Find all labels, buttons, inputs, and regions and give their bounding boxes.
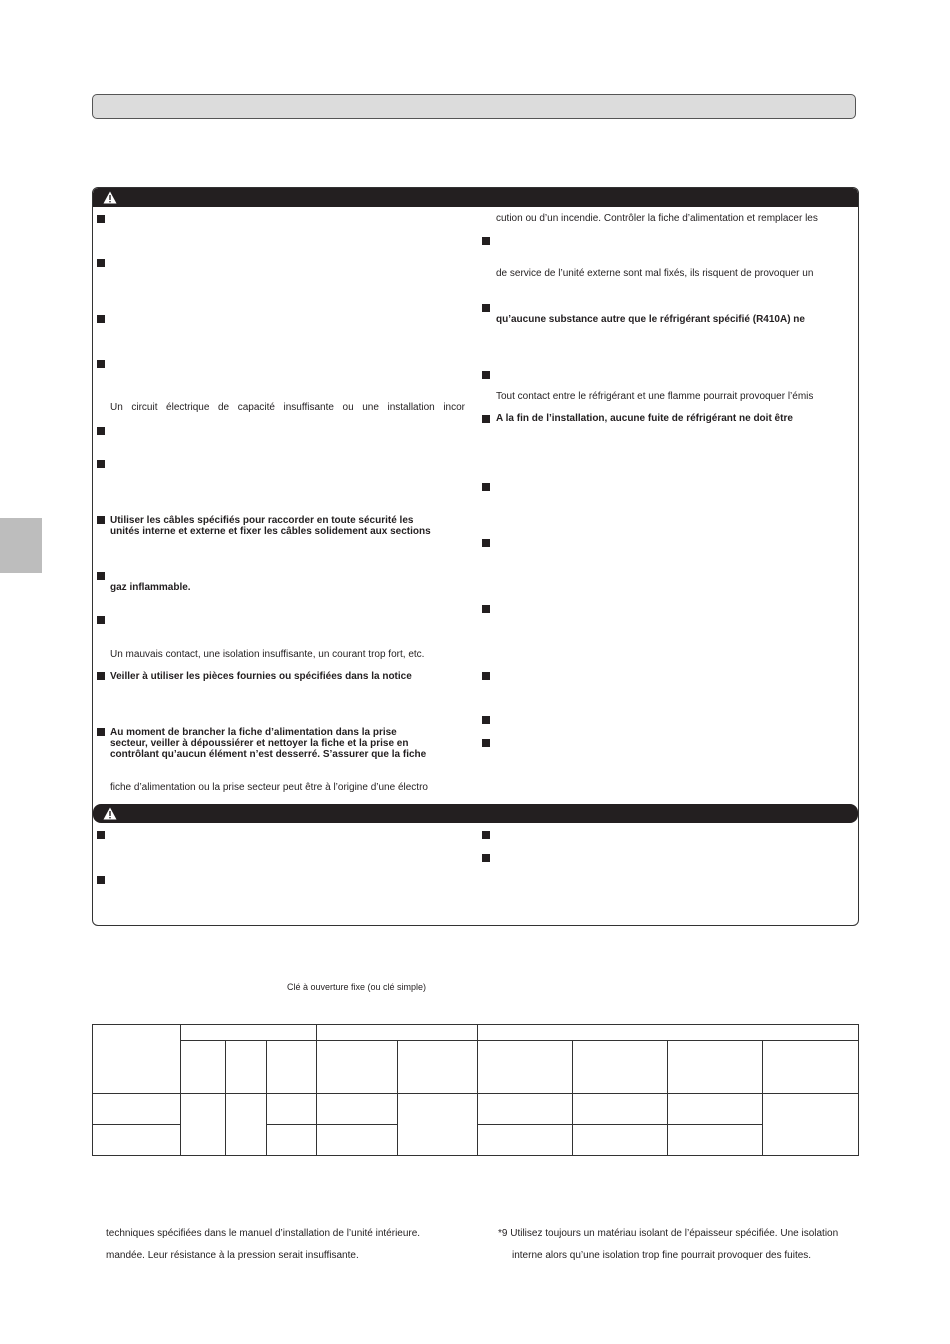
footnote-line: interne alors qu’une isolation trop fine pourrait provoquer des fuites. [512, 1250, 812, 1261]
warning-text-line: A la fin de l’installation, aucune fuite de réfrigérant ne doit être [496, 413, 793, 424]
square-bullet-icon [97, 831, 105, 839]
spec-table [92, 1024, 859, 1156]
warning-text-line: qu’aucune substance autre que le réfrigérant spécifié (R410A) ne [496, 314, 805, 325]
square-bullet-icon [482, 483, 490, 491]
square-bullet-icon [482, 605, 490, 613]
footnote-line: techniques spécifiées dans le manuel d’installation de l’unité intérieure. [106, 1228, 421, 1239]
square-bullet-icon [482, 415, 490, 423]
warning-text-line: Tout contact entre le réfrigérant et une flamme pourrait provoquer l’émis [496, 391, 814, 402]
table-cell [763, 1041, 859, 1094]
table-cell [397, 1041, 478, 1094]
warning-text-line: secteur, veiller à dépoussiérer et nettoyer la fiche et la prise en [110, 738, 409, 749]
table-cell [316, 1041, 397, 1094]
table-cell [316, 1094, 397, 1125]
warning-header [93, 188, 858, 207]
table-cell [316, 1125, 397, 1156]
square-bullet-icon [482, 371, 490, 379]
warning-text-line: Un circuit électrique de capacité insuffisante ou une installation incor [110, 402, 465, 413]
caution-header [93, 804, 858, 823]
square-bullet-icon [97, 259, 105, 267]
chapter-side-tab [0, 518, 42, 573]
warning-text-line: Utiliser les câbles spécifiés pour raccorder en toute sécurité les [110, 515, 414, 526]
table-cell [93, 1094, 181, 1125]
warning-text-line: fiche d’alimentation ou la prise secteur peut être à l’origine d’une électro [110, 782, 428, 793]
table-cell [316, 1025, 478, 1041]
warning-text-line: de service de l’unité externe sont mal fixés, ils risquent de provoquer un [496, 268, 814, 279]
table-cell [573, 1094, 668, 1125]
square-bullet-icon [97, 516, 105, 524]
warning-text-line: Un mauvais contact, une isolation insuffisante, un courant trop fort, etc. [110, 649, 425, 660]
table-cell [573, 1041, 668, 1094]
table-cell [668, 1094, 763, 1125]
table-cell [668, 1041, 763, 1094]
section-title-bar [92, 94, 856, 119]
square-bullet-icon [482, 831, 490, 839]
warning-text-line: unités interne et externe et fixer les câbles solidement aux sections [110, 526, 431, 537]
table-cell [397, 1094, 478, 1156]
square-bullet-icon [482, 739, 490, 747]
table-cell [93, 1025, 181, 1094]
warning-triangle-icon [103, 807, 117, 820]
table-cell [225, 1094, 266, 1156]
warning-text-line: cution ou d’un incendie. Contrôler la fiche d’alimentation et remplacer les [496, 213, 818, 224]
square-bullet-icon [97, 876, 105, 884]
table-cell [478, 1041, 573, 1094]
square-bullet-icon [97, 572, 105, 580]
square-bullet-icon [97, 427, 105, 435]
square-bullet-icon [482, 304, 490, 312]
footnote-line: *9 Utilisez toujours un matériau isolant de l’épaisseur spécifiée. Une isolation [498, 1228, 839, 1239]
square-bullet-icon [97, 215, 105, 223]
footnote-line: mandée. Leur résistance à la pression serait insuffisante. [106, 1250, 359, 1261]
warning-text-line: Au moment de brancher la fiche d’alimentation dans la prise [110, 727, 397, 738]
square-bullet-icon [97, 672, 105, 680]
square-bullet-icon [482, 237, 490, 245]
square-bullet-icon [97, 360, 105, 368]
table-cell [668, 1125, 763, 1156]
tool-label: Clé à ouverture fixe (ou clé simple) [287, 982, 427, 992]
warning-text-line: contrôlant qu’aucun élément n’est desserré. S’assurer que la fiche [110, 749, 427, 760]
table-cell [478, 1094, 573, 1125]
square-bullet-icon [482, 716, 490, 724]
table-cell [763, 1094, 859, 1156]
square-bullet-icon [482, 854, 490, 862]
table-cell [478, 1025, 859, 1041]
square-bullet-icon [482, 672, 490, 680]
square-bullet-icon [97, 460, 105, 468]
table-cell [266, 1041, 316, 1094]
warning-text-line: gaz inflammable. [110, 582, 191, 593]
table-cell [573, 1125, 668, 1156]
table-cell [266, 1094, 316, 1125]
warning-box [92, 187, 859, 926]
square-bullet-icon [482, 539, 490, 547]
warning-triangle-icon [103, 191, 117, 204]
warning-text-line: Veiller à utiliser les pièces fournies ou spécifiées dans la notice [110, 671, 412, 682]
table-cell [180, 1041, 225, 1094]
square-bullet-icon [97, 728, 105, 736]
table-cell [180, 1094, 225, 1156]
table-cell [180, 1025, 316, 1041]
table-cell [93, 1125, 181, 1156]
table-cell [225, 1041, 266, 1094]
square-bullet-icon [97, 616, 105, 624]
table-cell [266, 1125, 316, 1156]
square-bullet-icon [97, 315, 105, 323]
table-cell [478, 1125, 573, 1156]
